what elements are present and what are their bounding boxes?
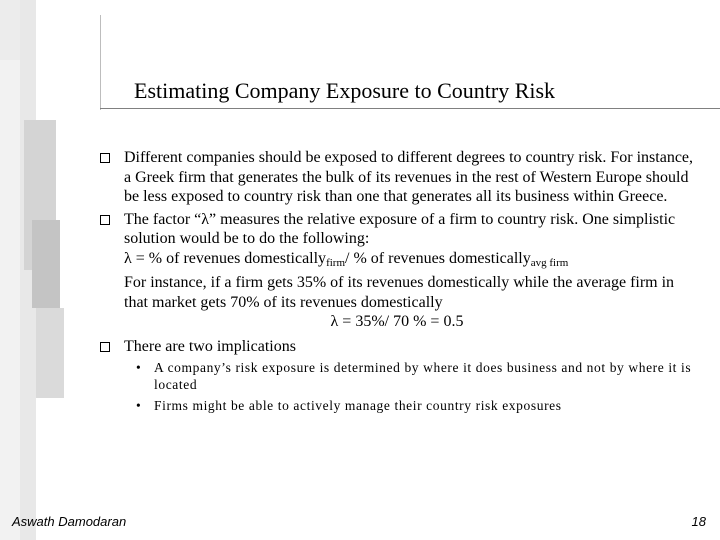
example-text: For instance, if a firm gets 35% of its revenues domestically while the average firm in that market gets 70% of its revenues domestically: [124, 274, 675, 311]
sub-bullet-text: Firms might be able to actively manage their country risk exposures: [154, 398, 562, 413]
decor-bar: [36, 308, 64, 398]
footer-author: Aswath Damodaran: [12, 514, 127, 529]
formula-result: λ = 35%/ 70 % = 0.5: [330, 313, 464, 330]
bullet-text: The factor “λ” measures the relative exposure of a firm to country risk. One simplistic solution would be to do the following:: [124, 210, 676, 247]
hollow-square-icon: [100, 215, 110, 225]
slide-content: [100, 148, 700, 418]
formula-lhs: λ = % of revenues domestically: [124, 249, 327, 267]
hollow-square-icon: [100, 153, 110, 163]
bullet-dot-icon: •: [136, 360, 142, 375]
decor-bar: [0, 60, 20, 540]
formula-line: [124, 249, 700, 274]
decor-bar: [32, 220, 60, 308]
hollow-square-icon: [100, 342, 110, 352]
sub-bullet-text: A company’s risk exposure is determined by where it does business and not by where it is located: [154, 360, 692, 392]
bullet-text: Different companies should be exposed to different degrees to country risk. For instance, a Greek firm that generates the bulk of its revenues in the rest of Western Europe should be less exposed to country risk than one that generates all its business within Greece.: [124, 149, 694, 205]
slide-title: Estimating Company Exposure to Country Risk: [134, 78, 556, 103]
bullet-text: There are two implications: [124, 337, 296, 355]
bullet-item: [100, 148, 700, 207]
decor-bar: [0, 0, 20, 60]
formula-mid: / % of revenues domestically: [345, 249, 531, 267]
sub-bullet-item: [134, 359, 700, 393]
formula-subscript: avg firm: [530, 256, 569, 269]
page-number: 18: [691, 514, 706, 529]
bullet-item: [100, 337, 700, 357]
bullet-item: [100, 210, 700, 332]
sub-bullet-item: [134, 397, 700, 414]
bullet-dot-icon: •: [136, 398, 142, 413]
formula-subscript: firm: [326, 256, 346, 269]
sub-bullet-list: [100, 359, 700, 414]
title-divider: [100, 108, 720, 109]
title-divider-vertical: [100, 15, 101, 110]
